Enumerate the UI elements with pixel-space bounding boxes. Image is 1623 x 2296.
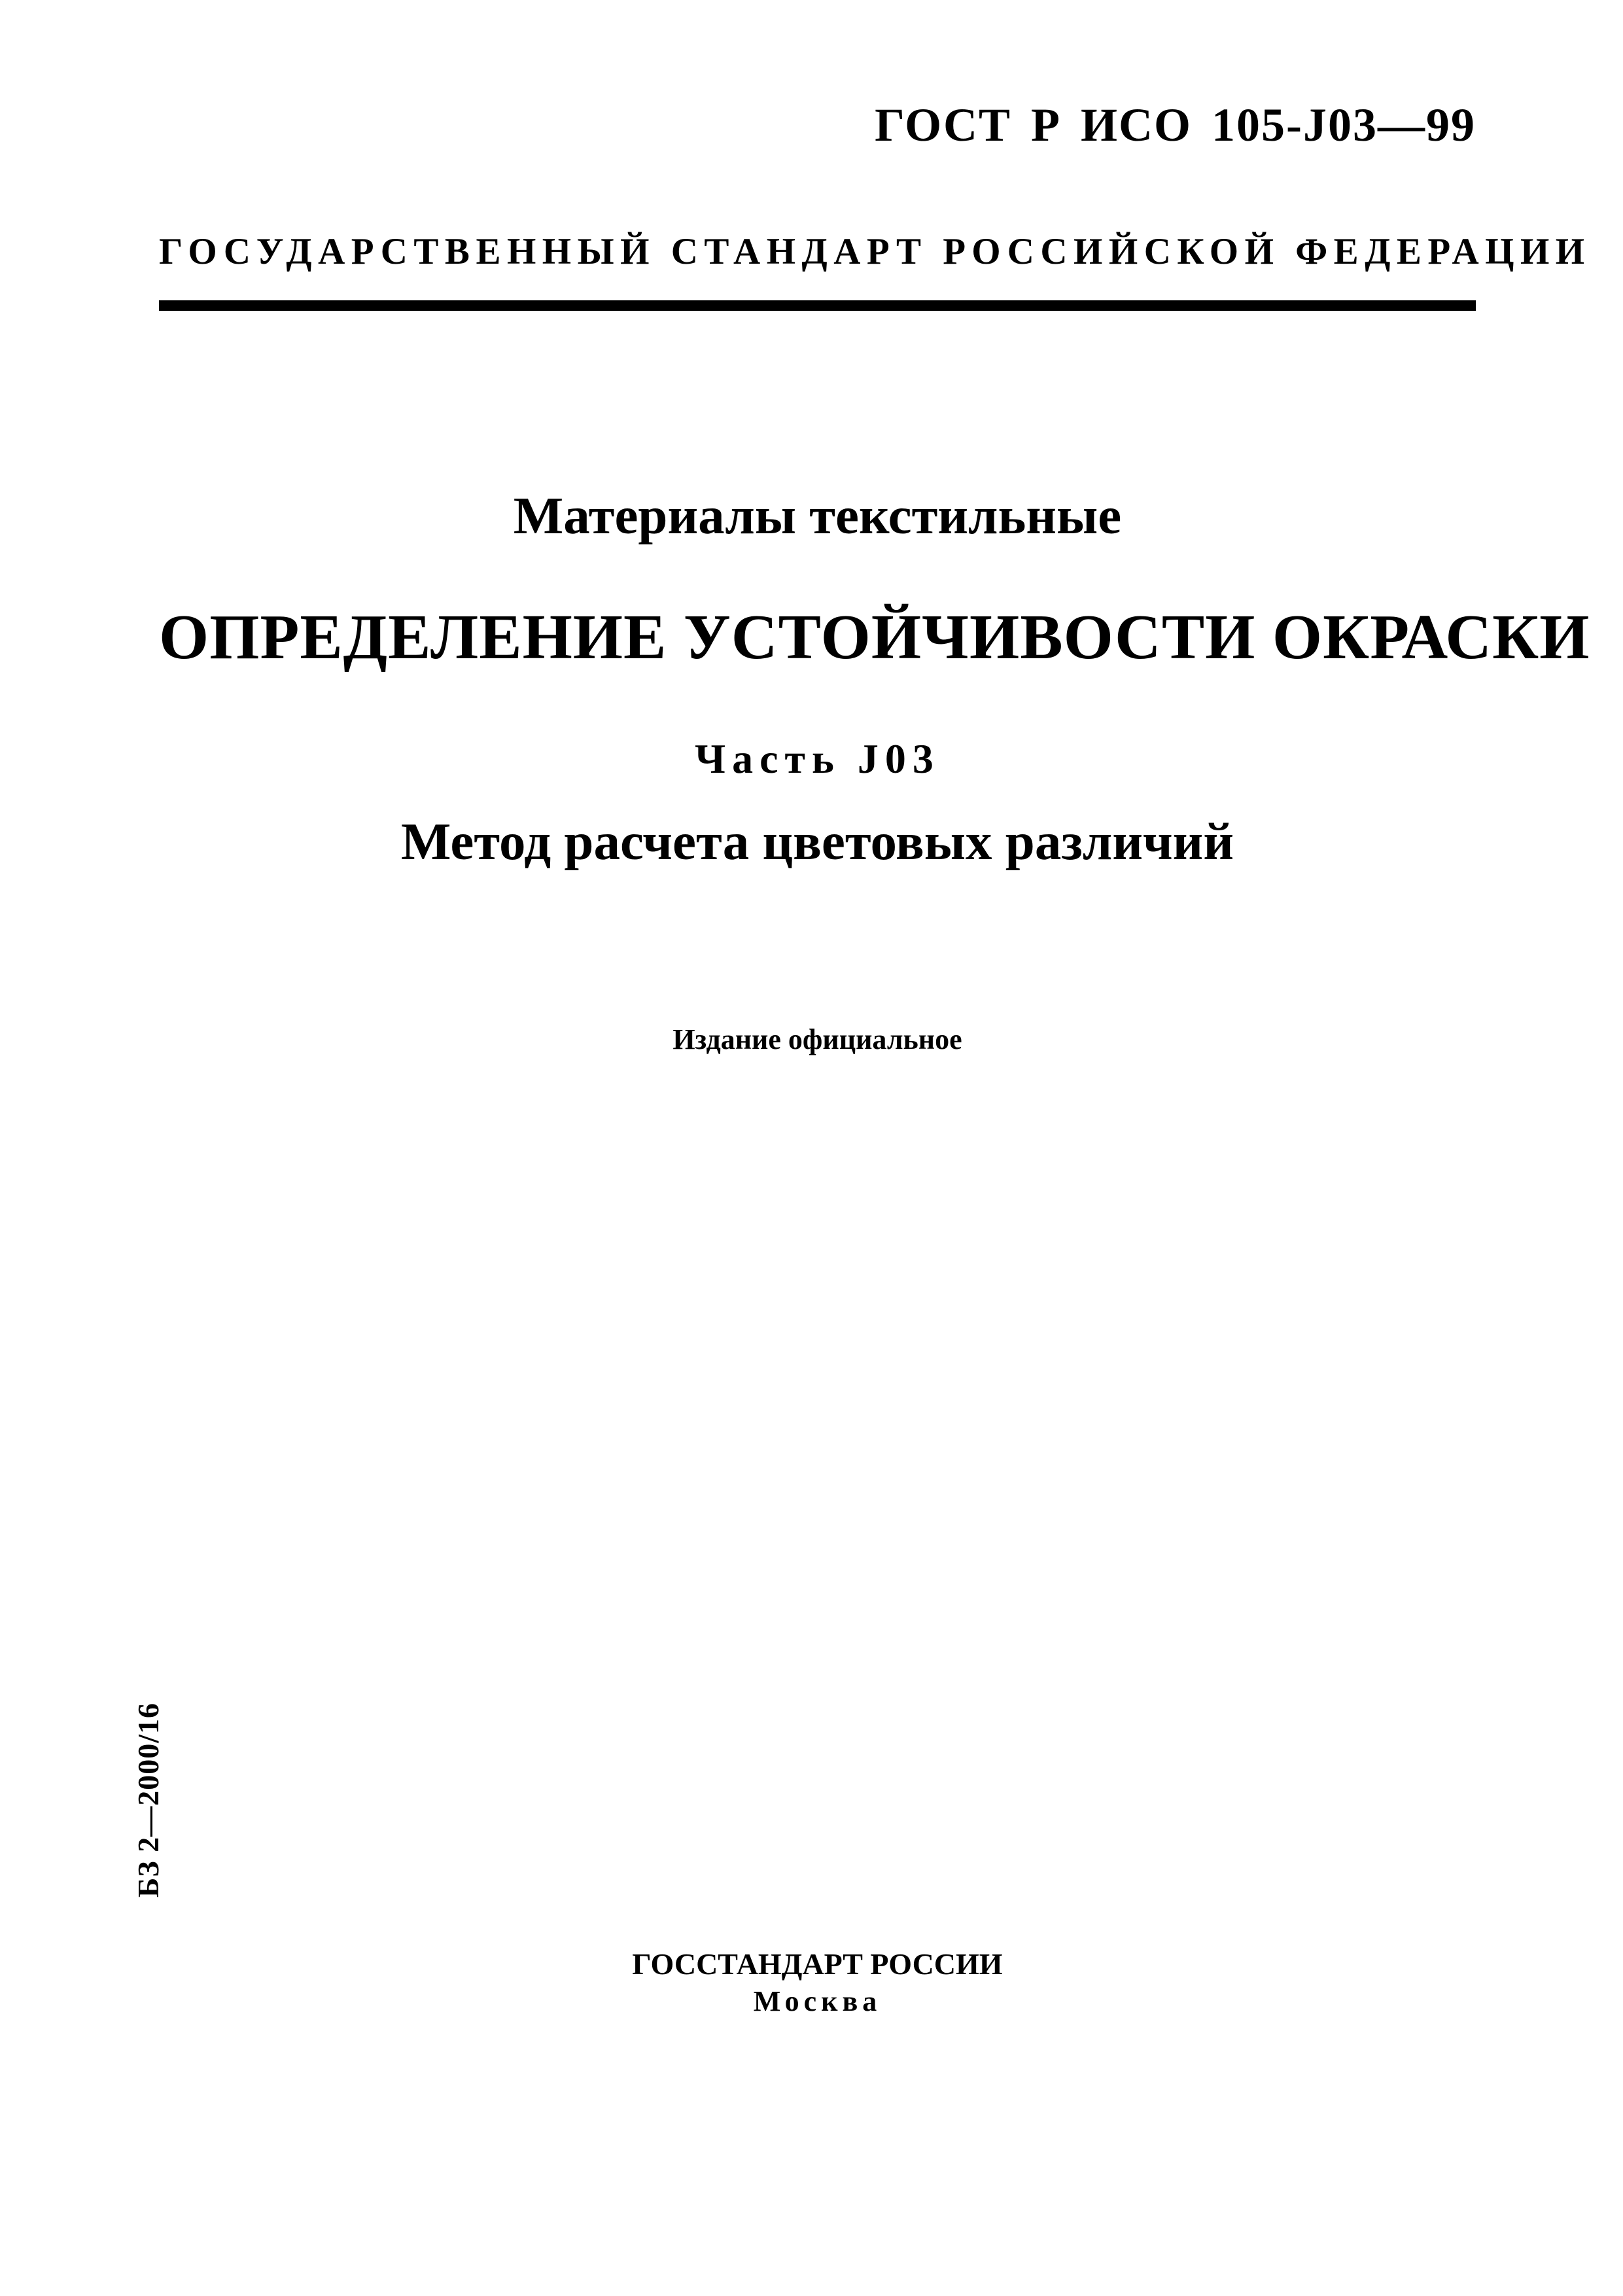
side-catalog-code: БЗ 2—2000/16 [131, 1703, 165, 1898]
state-standard-heading: ГОСУДАРСТВЕННЫЙ СТАНДАРТ РОССИЙСКОЙ ФЕДЕРАЦИИ [159, 231, 1591, 272]
document-method-title: Метод расчета цветовых различий [400, 812, 1234, 871]
document-part: Часть J03 [695, 735, 940, 782]
publisher-city: Москва [753, 1985, 882, 2017]
document-subject: Материалы текстильные [513, 486, 1122, 545]
publisher-name: ГОССТАНДАРТ РОССИИ [632, 1947, 1003, 1981]
document-number: ГОСТ Р ИСО 105-J03—99 [875, 99, 1476, 151]
edition-note: Издание официальное [672, 1023, 962, 1055]
document-main-title: ОПРЕДЕЛЕНИЕ УСТОЙЧИВОСТИ ОКРАСКИ [159, 602, 1590, 673]
header-divider [159, 300, 1476, 311]
